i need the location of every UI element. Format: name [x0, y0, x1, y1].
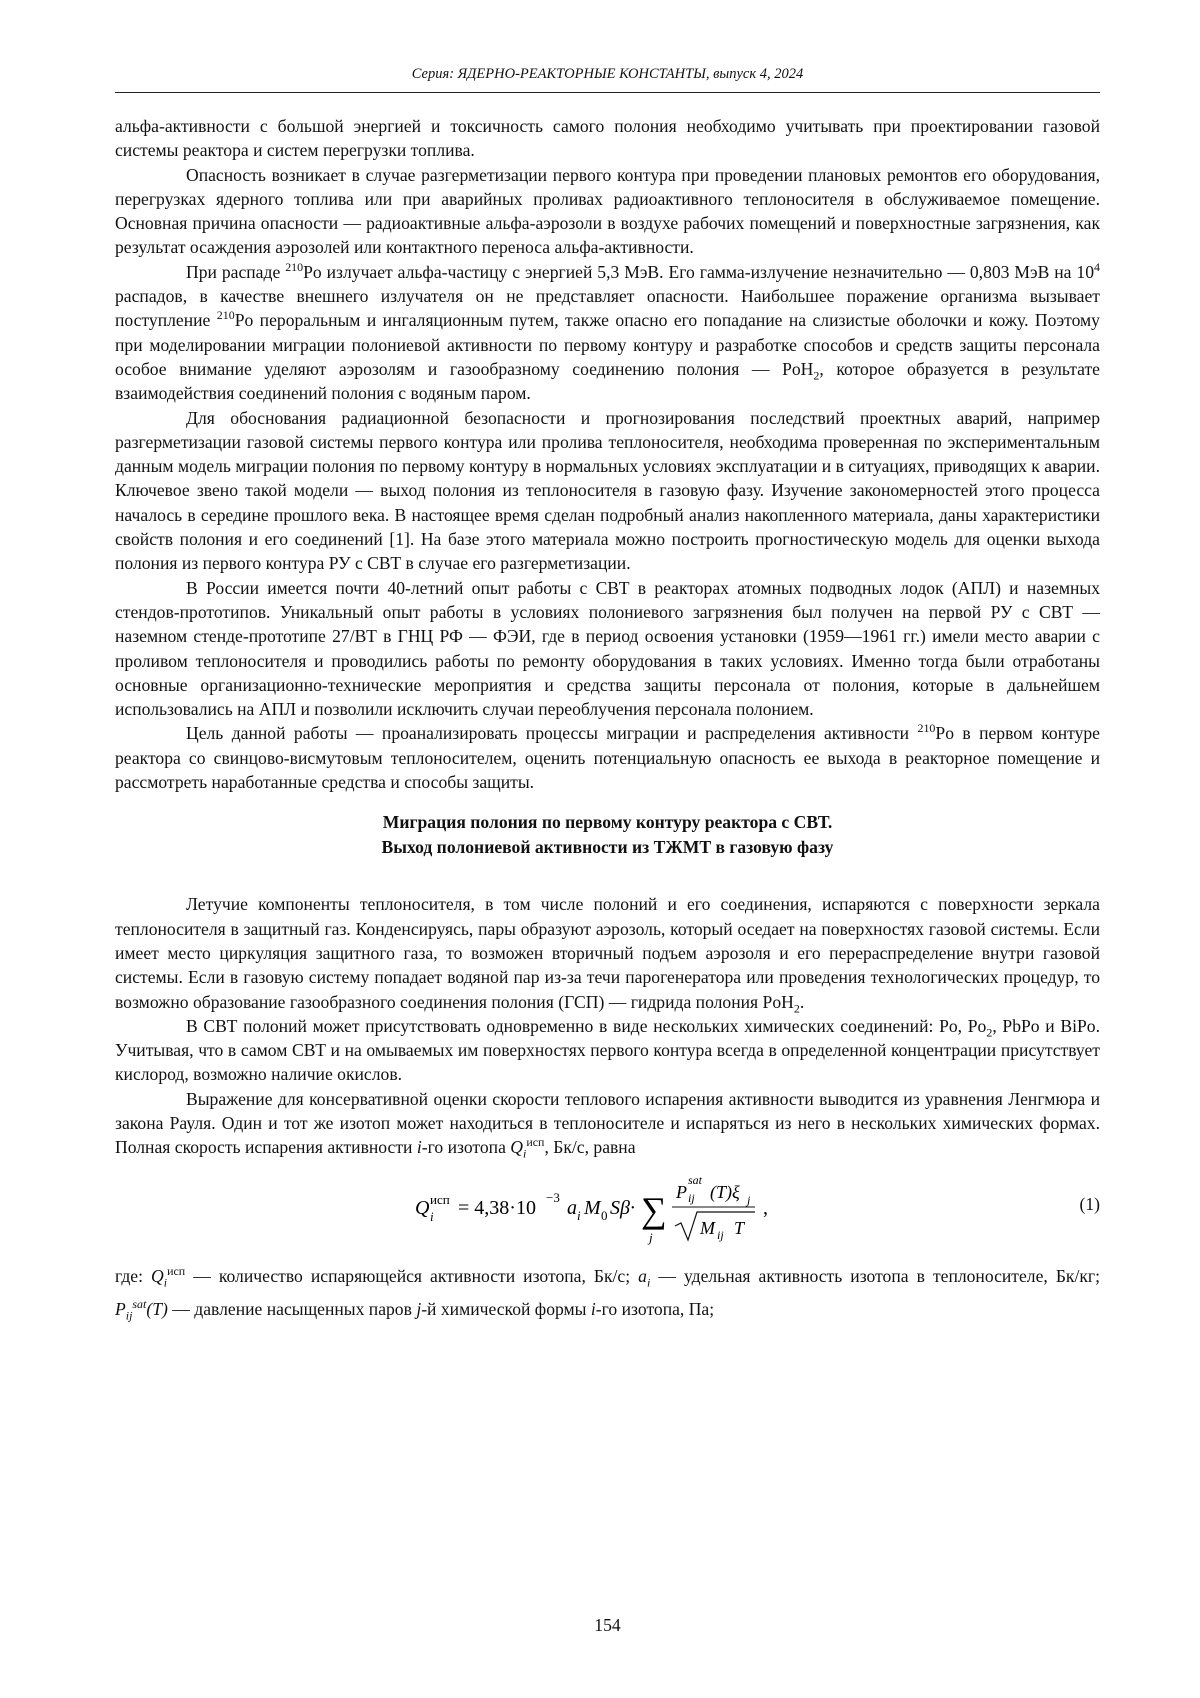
svg-text:sat: sat	[688, 1172, 703, 1187]
paragraph: Опасность возникает в случае разгерметизации первого контура при проведении плановых ремонтов его оборудования, перегрузках ядерного топлива или при аварийных проливах радиоактивного теплоносителя в обслуживаемое помещение. Основная причина опасности — радиоактивные альфа-аэрозоли в воздухе рабочих помещений и поверхностные загрязнения, как результат осаждения аэрозолей или контактного переноса альфа-активности.	[115, 164, 1100, 258]
paragraph: Для обоснования радиационной безопасности и прогнозирования последствий проектных аварий, например разгерметизации газовой системы первого контура или пролива теплоносителя, необходима проверенная по экспериментальным данным модель миграции полония по первому контуру в нормальных условиях эксплуатации и в ситуациях, приводящих к аварии. Ключевое звено такой модели — выход полония из теплоносителя в газовую фазу. Изучение закономерностей этого процесса началось в середине прошлого века. В настоящее время сделан подробный анализ накопленного материала, даны характеристики свойств полония и его соединений [1]. На базе этого материала можно построить прогностическую модель для оценки выхода полония из первого контура РУ с СВТ в случае его разгерметизации.	[115, 407, 1100, 574]
svg-text:Q: Q	[415, 1196, 430, 1219]
svg-text:ij: ij	[717, 1227, 724, 1242]
svg-text:ij: ij	[688, 1190, 695, 1205]
equation-graphic	[115, 1166, 1100, 1248]
article-body	[115, 114, 1100, 1326]
svg-text:исп: исп	[430, 1191, 450, 1207]
paragraph: Выражение для консервативной оценки скорости теплового испарения активности выводится из уравнения Ленгмюра и закона Рауля. Один и тот же изотоп может находиться в теплоносителе и испаряться из него в нескольких химических формах. Полная скорость испарения активности i-го изотопа $Q_i^{исп}$, Бк/с, равна	[115, 1088, 1100, 1161]
paragraph: где: $Q_i^{исп}$ — количество испаряющейся активности изотопа, Бк/с; $a_i$ — удельная активность изотопа в теплоносителе, Бк/кг; $P_{ij}^{sat}(T)$ — давление насыщенных паров j-й химической формы i-го изотопа, Па;	[115, 1263, 1101, 1323]
sum-sign: ∑	[641, 1189, 667, 1230]
svg-text:M: M	[584, 1196, 601, 1219]
paragraph: Цель данной работы — проанализировать процессы миграции и распределения активности $^{210}$Po в первом контуре реактора со свинцово-висмутовым теплоносителем, оценить потенциальную опасность ее выхода в реакторное помещение и рассмотреть наработанные средства и способы защиты.	[115, 721, 1100, 793]
paragraph: Летучие компоненты теплоносителя, в том числе полоний и его соединения, испаряются с поверхности зеркала теплоносителя в защитный газ. Конденсируясь, пары образуют аэрозоль, который оседает на поверхностях газовой системы. Если имеет место циркуляция защитного газа, то возможен вторичный подъем аэрозоля и его перераспределение внутри газовой системы. Если в газовую систему попадает водяной пар из-за течи парогенератора или проведения технологических процедур, то возможно образование газообразного соединения полония (ГСП) — гидрида полония PoH$_2$.	[115, 894, 1100, 1016]
section-title-line: Выход полониевой активности из ТЖМТ в газовую фазу	[381, 837, 834, 858]
header-rule	[115, 92, 1100, 93]
equation-1	[115, 1166, 1100, 1248]
svg-text:Sβ·: Sβ·	[610, 1196, 635, 1219]
paragraph: При распаде $^{210}$Po излучает альфа-частицу с энергией 5,3 МэВ. Его гамма-излучение незначительно — 0,803 МэВ на $10^4$ распадов, в качестве внешнего излучателя он не представляет опасности. Наибольшее поражение организма вызывает поступление $^{210}$Po пероральным и ингаляционным путем, также опасно его попадание на слизистые оболочки и кожу. Поэтому при моделировании миграции полониевой активности по первому контуру и разработке способов и средств защиты персонала особое внимание уделяют аэрозолям и газообразному соединению полония — PoH$_2$, которое образуется в результате взаимодействия соединений полония с водяным паром.	[115, 259, 1100, 404]
section-heading	[115, 810, 1100, 860]
paragraph: В СВТ полоний может присутствовать одновременно в виде нескольких химических соединений: Po, $Po_2$, PbPo и BiPo. Учитывая, что в самом СВТ и на омываемых им поверхностях первого контура всегда в определенной концентрации присутствует кислород, возможно наличие окислов.	[115, 1015, 1100, 1085]
svg-text:= 4,38·10: = 4,38·10	[458, 1196, 536, 1219]
svg-text:,: ,	[763, 1196, 768, 1219]
svg-text:j: j	[649, 1229, 653, 1245]
svg-text:P: P	[676, 1181, 687, 1202]
svg-text:0: 0	[601, 1207, 608, 1223]
page-number: 154	[594, 1615, 621, 1635]
section-title-line: Миграция полония по первому контуру реактора с СВТ.	[382, 812, 833, 833]
equation-number: (1)	[1079, 1193, 1100, 1214]
svg-text:i: i	[577, 1207, 581, 1223]
svg-text:−3: −3	[546, 1189, 560, 1205]
svg-text:i: i	[430, 1208, 434, 1224]
svg-text:(T)ξ: (T)ξ	[710, 1181, 740, 1202]
svg-text:j: j	[747, 1192, 751, 1207]
running-header: Серия: ЯДЕРНО-РЕАКТОРНЫЕ КОНСТАНТЫ, выпуск 4, 2024	[411, 66, 804, 82]
svg-text:a: a	[567, 1196, 577, 1219]
paragraph: альфа-активности с большой энергией и токсичность самого полония необходимо учитывать при проектировании газовой системы реактора и систем перегрузки топлива.	[115, 116, 1100, 161]
svg-text:M: M	[700, 1217, 715, 1238]
svg-text:T: T	[734, 1217, 745, 1238]
paragraph: В России имеется почти 40-летний опыт работы с СВТ в реакторах атомных подводных лодок (АПЛ) и наземных стендов-прототипов. Уникальный опыт работы в условиях полониевого загрязнения был получен на первой РУ с СВТ — наземном стенде-прототипе 27/ВТ в ГНЦ РФ — ФЭИ, где в период освоения установки (1959—1961 гг.) имели место аварии с проливом теплоносителя и проводились работы по ремонту оборудования в таких условиях. Именно тогда были отработаны основные организационно-технические мероприятия и средства защиты персонала от полония, которые в дальнейшем использовались на АПЛ и позволили исключить случаи переоблучения персонала полонием.	[115, 577, 1100, 720]
